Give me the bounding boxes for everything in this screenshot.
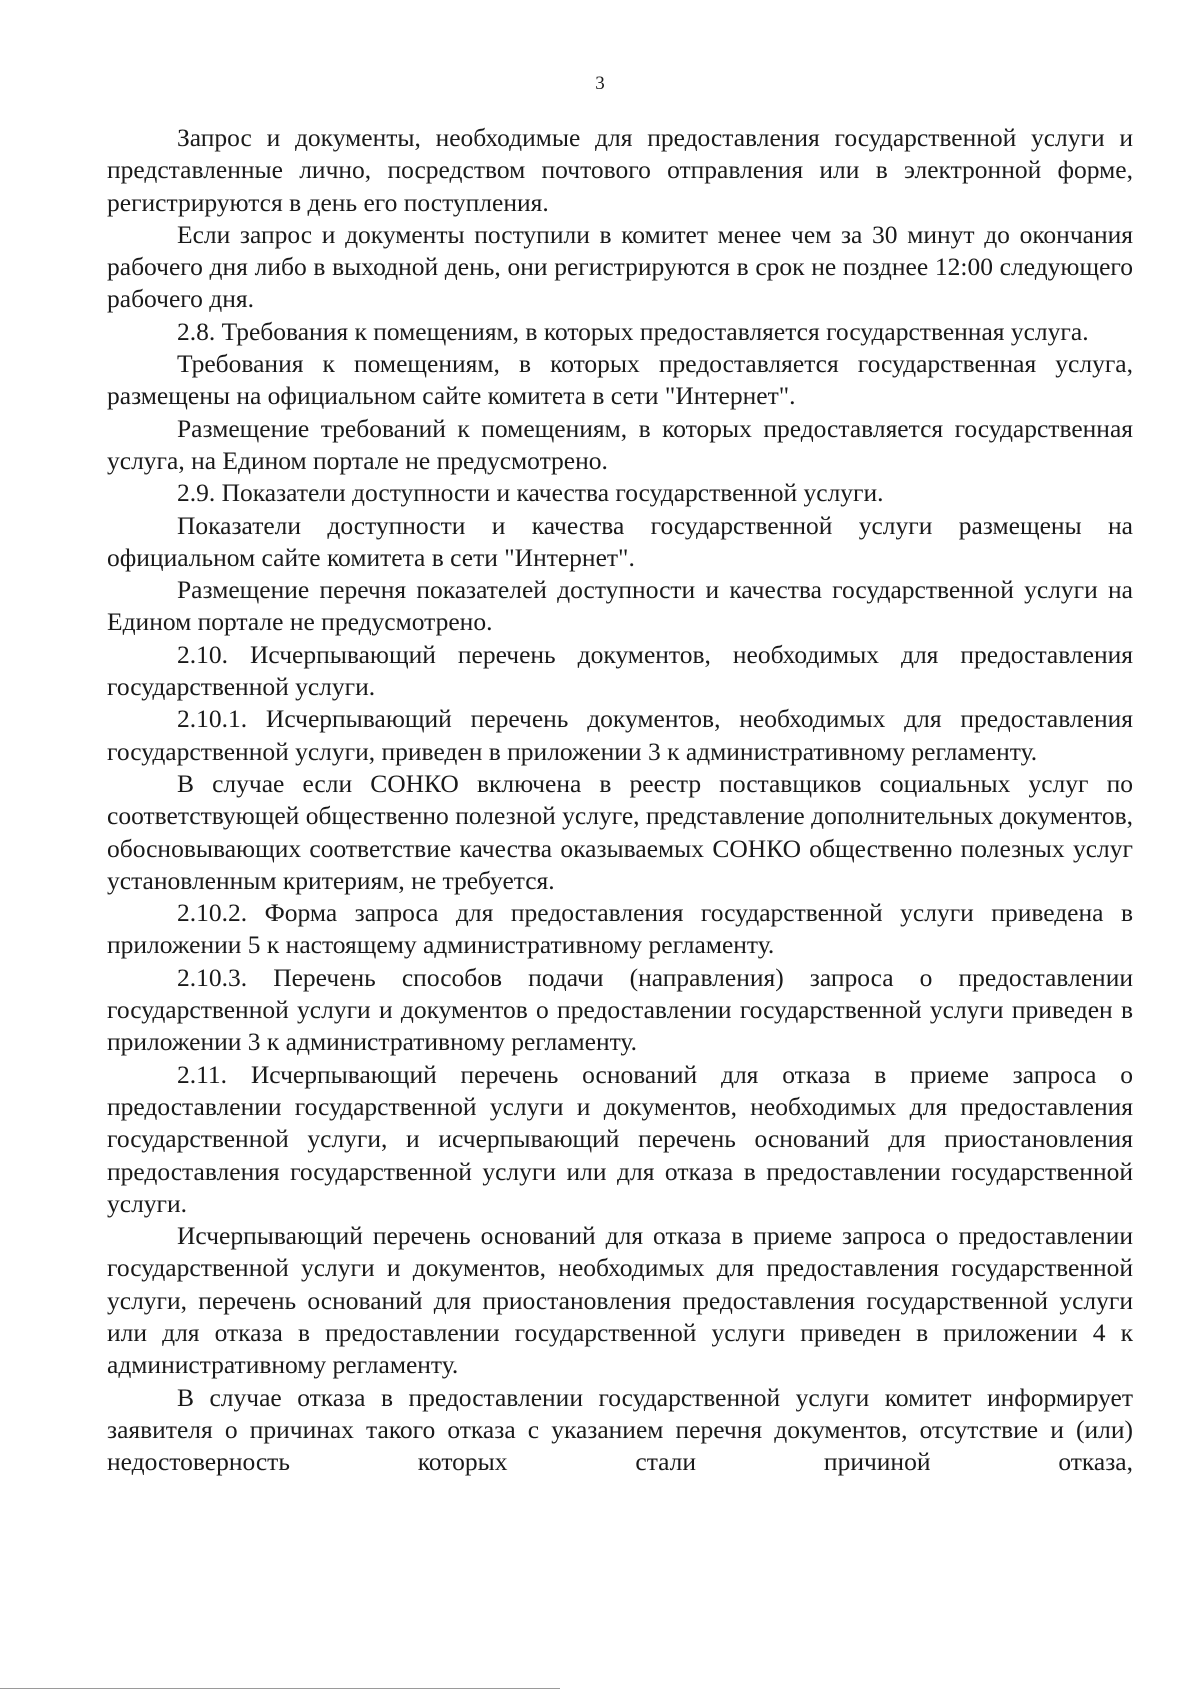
section-2-8-heading: 2.8. Требования к помещениям, в которых предоставляется государственная услуга.: [177, 316, 1089, 346]
paragraph-1: Запрос и документы, необходимые для предоставления государственной услуги и представленные лично, посредством почтового отправления или в электронной форме, регистрируются в день его поступления.: [107, 123, 1133, 217]
page-number: 3: [595, 73, 605, 94]
section-2-10-1: 2.10.1. Исчерпывающий перечень документов, необходимых для предоставления государственной услуги, приведен в приложении 3 к административному регламенту.: [107, 704, 1133, 766]
paragraph-15: Исчерпывающий перечень оснований для отказа в приеме запроса о предоставлении государственной услуги и документов, необходимых для предоставления государственной услуги, перечень оснований для приостановления предоставления государственной услуги или для отказа в предоставлении государственной услуги приведен в приложении 4 к административному регламенту.: [107, 1221, 1133, 1380]
scan-edge-line: [0, 1688, 560, 1689]
paragraph-8: Размещение перечня показателей доступности и качества государственной услуги на Едином портале не предусмотрено.: [107, 575, 1133, 637]
paragraph-7: Показатели доступности и качества государственной услуги размещены на официальном сайте комитета в сети "Интернет".: [107, 510, 1133, 572]
paragraph-11: В случае если СОНКО включена в реестр поставщиков социальных услуг по соответствующей общественно полезной услуге, представление дополнительных документов, обосновывающих соответствие качества оказываемых СОНКО общественно полезных услуг установленным критериям, не требуется.: [107, 768, 1133, 895]
paragraph-4: Требования к помещениям, в которых предоставляется государственная услуга, размещены на официальном сайте комитета в сети "Интернет".: [107, 349, 1133, 411]
section-2-9-heading: 2.9. Показатели доступности и качества государственной услуги.: [177, 478, 884, 508]
section-2-10-3: 2.10.3. Перечень способов подачи (направления) запроса о предоставлении государственной услуги и документов о предоставлении государственной услуги приведен в приложении 3 к административному регламенту.: [107, 962, 1133, 1057]
section-2-10-heading: 2.10. Исчерпывающий перечень документов, необходимых для предоставления государственной услуги.: [107, 639, 1133, 702]
section-2-11-heading: 2.11. Исчерпывающий перечень оснований для отказа в приеме запроса о предоставлении государственной услуги и документов, необходимых для предоставления государственной услуги, и исчерпывающий перечень оснований для приостановления предоставления государственной услуги или для отказа в предоставлении государственной услуги.: [107, 1059, 1133, 1218]
document-body: [107, 122, 1133, 1478]
paragraph-16: В случае отказа в предоставлении государственной услуги комитет информирует заявителя о причинах такого отказа с указанием перечня документов, отсутствие и (или) недостоверность которых стали причиной отказа,: [107, 1382, 1133, 1477]
section-2-10-2: 2.10.2. Форма запроса для предоставления государственной услуги приведена в приложении 5 к настоящему административному регламенту.: [107, 898, 1133, 960]
paragraph-2: Если запрос и документы поступили в комитет менее чем за 30 минут до окончания рабочего дня либо в выходной день, они регистрируются в срок не позднее 12:00 следующего рабочего дня.: [107, 219, 1133, 314]
paragraph-5: Размещение требований к помещениям, в которых предоставляется государственная услуга, на Едином портале не предусмотрено.: [107, 413, 1133, 475]
